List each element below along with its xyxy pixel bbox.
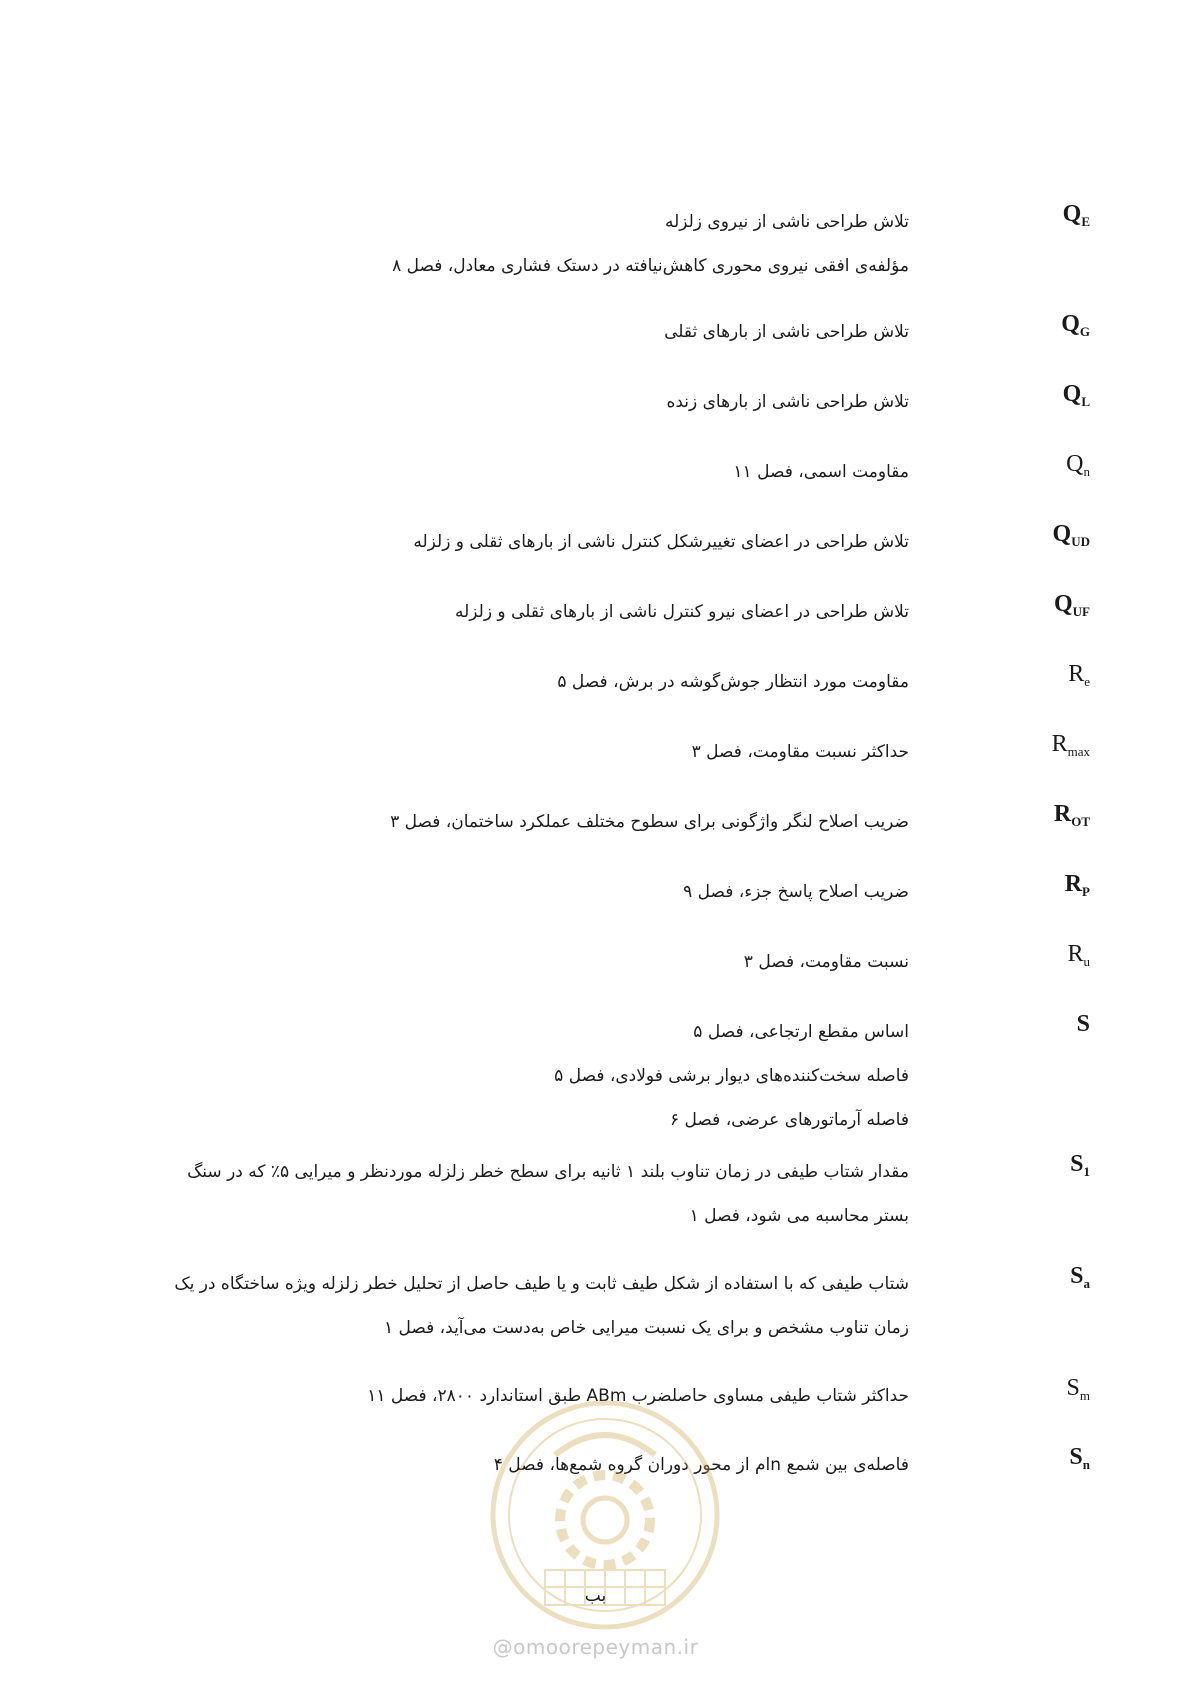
symbol-letter: R xyxy=(1067,941,1084,967)
description-line: اساس مقطع ارتجاعی، فصل ۵ xyxy=(693,1022,909,1042)
symbol-subscript: max xyxy=(1067,744,1090,759)
symbol xyxy=(1010,450,1090,486)
symbol-subscript: e xyxy=(1084,674,1090,689)
symbol-description xyxy=(187,1150,909,1238)
symbol xyxy=(1010,1262,1090,1298)
symbol-subscript: P xyxy=(1082,884,1090,899)
symbol-description xyxy=(129,590,909,634)
symbol-description xyxy=(174,1262,909,1350)
symbol xyxy=(1010,800,1090,836)
description-line: فاصله آرماتورهای عرضی، فصل ۶ xyxy=(670,1110,909,1130)
symbol xyxy=(1010,380,1090,416)
symbol-description xyxy=(129,870,909,914)
symbol-subscript: UF xyxy=(1072,604,1090,619)
description-line: تلاش طراحی ناشی از بارهای زنده xyxy=(666,392,909,412)
description-line: مقاومت اسمی، فصل ۱۱ xyxy=(733,462,909,482)
symbol xyxy=(1010,310,1090,346)
description-line: بستر محاسبه می شود، فصل ۱ xyxy=(689,1206,909,1226)
symbol xyxy=(1010,1010,1090,1038)
symbol-description xyxy=(129,1010,909,1142)
description-line: ضریب اصلاح پاسخ جزء، فصل ۹ xyxy=(683,882,909,902)
description-line: نسبت مقاومت، فصل ۳ xyxy=(743,952,909,972)
description-line: حداکثر نسبت مقاومت، فصل ۳ xyxy=(691,742,909,762)
symbol-letter: R xyxy=(1051,731,1068,757)
symbol-description xyxy=(129,310,909,354)
symbol-description xyxy=(129,940,909,984)
symbol-description xyxy=(129,450,909,494)
symbol xyxy=(1010,1443,1090,1479)
symbol-description xyxy=(129,660,909,704)
description-line: تلاش طراحی در اعضای تغییرشکل کنترل ناشی از بارهای ثقلی و زلزله xyxy=(413,532,909,552)
symbol-subscript: L xyxy=(1081,394,1090,409)
watermark-site-text: @omoorepeyman.ir xyxy=(492,1635,699,1659)
symbol-subscript: 1 xyxy=(1083,1164,1090,1179)
symbol-letter: S xyxy=(1066,1375,1080,1401)
symbol xyxy=(1010,870,1090,906)
symbol-letter: Q xyxy=(1062,381,1082,407)
symbol-description xyxy=(129,730,909,774)
symbol-description xyxy=(129,520,909,564)
symbol-letter: Q xyxy=(1052,521,1072,547)
symbol-subscript: n xyxy=(1082,1457,1090,1472)
symbol-description xyxy=(129,800,909,844)
symbol-subscript: n xyxy=(1083,464,1090,479)
symbol-letter: S xyxy=(1070,1263,1084,1289)
symbol-letter: Q xyxy=(1062,201,1082,227)
symbol xyxy=(1010,730,1090,766)
description-line: مؤلفه‌ی افقی نیروی محوری کاهش‌نیافته در دستک فشاری معادل، فصل ۸ xyxy=(392,256,909,276)
description-line: مقاومت مورد انتظار جوش‌گوشه در برش، فصل ۵ xyxy=(557,672,909,692)
page-number: بب xyxy=(584,1586,607,1606)
description-line: ضریب اصلاح لنگر واژگونی برای سطوح مختلف عملکرد ساختمان، فصل ۳ xyxy=(390,812,909,832)
symbol-subscript: G xyxy=(1079,324,1090,339)
description-line: زمان تناوب مشخص و برای یک نسبت میرایی خاص به‌دست می‌آید، فصل ۱ xyxy=(383,1318,909,1338)
symbol xyxy=(1010,660,1090,696)
symbol-subscript: a xyxy=(1083,1276,1090,1291)
symbol-letter: Q xyxy=(1066,451,1084,477)
description-line: تلاش طراحی ناشی از نیروی زلزله xyxy=(664,212,909,232)
symbol xyxy=(1010,200,1090,236)
description-line: مقدار شتاب طیفی در زمان تناوب بلند ۱ ثانیه برای سطح خطر زلزله موردنظر و میرایی ۵٪ که در سنگ xyxy=(187,1162,909,1182)
symbol-letter: S xyxy=(1070,1151,1084,1177)
symbol xyxy=(1010,1150,1090,1186)
symbol-letter: Q xyxy=(1061,311,1080,337)
symbol-subscript: E xyxy=(1081,214,1090,229)
symbol xyxy=(1010,1374,1090,1410)
symbol-subscript: UD xyxy=(1071,534,1090,549)
symbol-letter: R xyxy=(1068,661,1085,687)
symbol-letter: S xyxy=(1069,1444,1083,1470)
symbol-description xyxy=(129,380,909,424)
symbol-letter: S xyxy=(1076,1011,1090,1037)
symbol-letter: R xyxy=(1064,871,1083,897)
symbol xyxy=(1010,940,1090,976)
symbol-letter: Q xyxy=(1053,591,1073,617)
description-line: حداکثر شتاب طیفی مساوی حاصلضرب ABm طبق استاندارد ۲۸۰۰، فصل ۱۱ xyxy=(367,1386,909,1406)
description-line: فاصله‌ی بین شمع nام از محور دوران گروه شمع‌ها، فصل ۴ xyxy=(493,1455,909,1475)
symbol-subscript: u xyxy=(1083,954,1090,969)
symbol xyxy=(1010,590,1090,626)
symbol-description xyxy=(129,200,909,288)
symbol-subscript: m xyxy=(1079,1388,1090,1403)
symbol-subscript: OT xyxy=(1071,814,1090,829)
symbol-letter: R xyxy=(1053,801,1072,827)
description-line: شتاب طیفی که با استفاده از شکل طیف ثابت و یا طیف حاصل از تحلیل خطر زلزله ویژه ساختگاه در یک xyxy=(174,1274,909,1294)
description-line: فاصله سخت‌کننده‌های دیوار برشی فولادی، فصل ۵ xyxy=(554,1066,909,1086)
description-line: تلاش طراحی در اعضای نیرو کنترل ناشی از بارهای ثقلی و زلزله xyxy=(454,602,909,622)
symbol xyxy=(1010,520,1090,556)
description-line: تلاش طراحی ناشی از بارهای ثقلی xyxy=(664,322,909,342)
